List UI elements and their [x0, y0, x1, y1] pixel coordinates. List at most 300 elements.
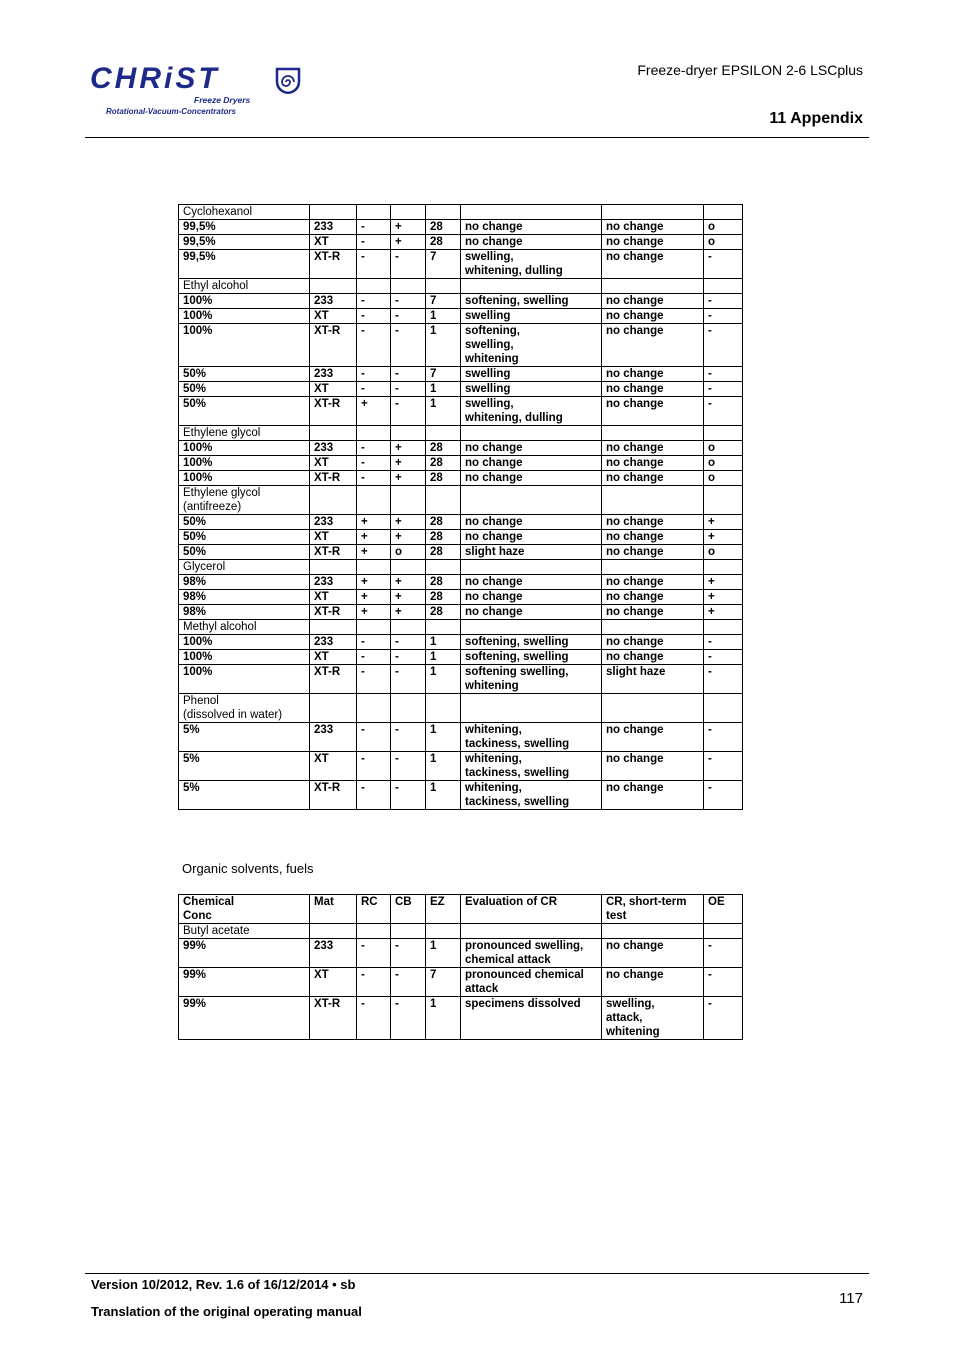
table-row: [179, 752, 743, 781]
table-cell: no change: [602, 605, 704, 620]
table-cell: 1: [426, 324, 461, 367]
table-cell: softening, swelling: [461, 635, 602, 650]
table-cell: no change: [602, 309, 704, 324]
empty-cell: [391, 205, 426, 220]
chemical-group-row: [179, 426, 743, 441]
empty-cell: [357, 486, 391, 515]
table-cell: no change: [602, 367, 704, 382]
empty-cell: [602, 924, 704, 939]
table-cell: no change: [602, 650, 704, 665]
empty-cell: [391, 924, 426, 939]
table-cell: slight haze: [461, 545, 602, 560]
table-cell: -: [357, 220, 391, 235]
table-row: [179, 723, 743, 752]
table-cell: 100%: [179, 665, 310, 694]
table-row: [179, 968, 743, 997]
table-cell: -: [391, 650, 426, 665]
table-cell: no change: [461, 456, 602, 471]
table-cell: XT: [310, 530, 357, 545]
empty-cell: [602, 620, 704, 635]
product-name: Freeze-dryer EPSILON 2-6 LSCplus: [637, 62, 863, 78]
table-cell: -: [704, 250, 743, 279]
table-cell: 100%: [179, 324, 310, 367]
empty-cell: [704, 694, 743, 723]
table-cell: softening, swelling: [461, 294, 602, 309]
table-cell: -: [357, 781, 391, 810]
section-title: 11 Appendix: [769, 110, 863, 127]
table-cell: 7: [426, 294, 461, 309]
table-cell: 1: [426, 723, 461, 752]
table-cell: o: [704, 441, 743, 456]
footer-translation-note: Translation of the original operating manual: [91, 1304, 362, 1319]
section-subheading: Organic solvents, fuels: [182, 861, 314, 876]
table-cell: 100%: [179, 471, 310, 486]
table-cell: 1: [426, 781, 461, 810]
table-cell: -: [357, 367, 391, 382]
table-cell: -: [704, 294, 743, 309]
table-cell: -: [704, 324, 743, 367]
table-cell: 233: [310, 515, 357, 530]
table-cell: 28: [426, 471, 461, 486]
table-cell: no change: [461, 590, 602, 605]
table-cell: no change: [602, 781, 704, 810]
table-cell: 50%: [179, 397, 310, 426]
table-cell: Butyl acetate: [179, 924, 310, 939]
empty-cell: [461, 924, 602, 939]
table-row: [179, 456, 743, 471]
table-cell: +: [357, 590, 391, 605]
table-cell: XT: [310, 382, 357, 397]
table-cell: 50%: [179, 545, 310, 560]
table-cell: -: [704, 635, 743, 650]
table-cell: 5%: [179, 752, 310, 781]
table-cell: no change: [602, 723, 704, 752]
table-cell: +: [391, 471, 426, 486]
table-cell: no change: [602, 968, 704, 997]
table-cell: swelling, whitening, dulling: [461, 250, 602, 279]
table-cell: XT: [310, 590, 357, 605]
table-cell: no change: [602, 441, 704, 456]
table-cell: no change: [602, 635, 704, 650]
table-row: [179, 997, 743, 1040]
table-row: [179, 324, 743, 367]
table-cell: +: [357, 575, 391, 590]
table-cell: -: [391, 781, 426, 810]
table-cell: o: [704, 545, 743, 560]
empty-cell: [461, 426, 602, 441]
empty-cell: [357, 620, 391, 635]
table-cell: swelling, attack, whitening: [602, 997, 704, 1040]
table-cell: 100%: [179, 441, 310, 456]
table-cell: Ethyl alcohol: [179, 279, 310, 294]
spiral-shield-icon: [274, 66, 302, 94]
table-cell: -: [391, 367, 426, 382]
table-cell: no change: [602, 294, 704, 309]
table-cell: 98%: [179, 590, 310, 605]
empty-cell: [461, 205, 602, 220]
table-cell: XT-R: [310, 324, 357, 367]
table-cell: 1: [426, 939, 461, 968]
table-cell: CR, short-term test: [602, 895, 704, 924]
table-cell: 5%: [179, 781, 310, 810]
table-cell: -: [357, 968, 391, 997]
table-row: [179, 665, 743, 694]
empty-cell: [310, 486, 357, 515]
table-cell: no change: [602, 397, 704, 426]
table-row: [179, 471, 743, 486]
table-cell: -: [357, 294, 391, 309]
christ-logo: [90, 62, 320, 120]
table-cell: XT-R: [310, 250, 357, 279]
table-cell: -: [357, 471, 391, 486]
page-number: 117: [839, 1290, 863, 1307]
empty-cell: [357, 924, 391, 939]
table-cell: +: [391, 235, 426, 250]
table-row: [179, 590, 743, 605]
table-cell: +: [704, 575, 743, 590]
empty-cell: [426, 924, 461, 939]
empty-cell: [704, 924, 743, 939]
table-cell: 1: [426, 382, 461, 397]
table-cell: XT: [310, 235, 357, 250]
table-cell: 50%: [179, 530, 310, 545]
table-cell: 50%: [179, 367, 310, 382]
table-cell: 7: [426, 250, 461, 279]
table-cell: -: [357, 309, 391, 324]
table-cell: -: [357, 650, 391, 665]
table-cell: swelling: [461, 309, 602, 324]
table-cell: XT-R: [310, 997, 357, 1040]
table-cell: -: [357, 723, 391, 752]
table-cell: 99,5%: [179, 220, 310, 235]
table-cell: 50%: [179, 382, 310, 397]
table-cell: 28: [426, 515, 461, 530]
table-cell: 233: [310, 367, 357, 382]
empty-cell: [357, 279, 391, 294]
table-cell: -: [704, 723, 743, 752]
resistance-table-2: [178, 894, 743, 1040]
table-cell: +: [704, 515, 743, 530]
chemical-group-row: [179, 205, 743, 220]
table-cell: -: [704, 781, 743, 810]
empty-cell: [461, 620, 602, 635]
table-cell: XT-R: [310, 665, 357, 694]
table-row: [179, 309, 743, 324]
table-cell: 7: [426, 968, 461, 997]
table-cell: -: [704, 650, 743, 665]
empty-cell: [461, 486, 602, 515]
table-row: [179, 382, 743, 397]
chemical-group-row: [179, 560, 743, 575]
table-cell: no change: [602, 752, 704, 781]
table-cell: 233: [310, 441, 357, 456]
table-cell: 233: [310, 723, 357, 752]
table-cell: slight haze: [602, 665, 704, 694]
logo-subtitle-1: Freeze Dryers: [194, 95, 251, 105]
table-cell: +: [357, 605, 391, 620]
empty-cell: [357, 205, 391, 220]
table-cell: o: [391, 545, 426, 560]
empty-cell: [704, 620, 743, 635]
table-cell: +: [357, 530, 391, 545]
table-cell: -: [704, 309, 743, 324]
table-row: [179, 441, 743, 456]
table-cell: swelling: [461, 382, 602, 397]
table-row: [179, 250, 743, 279]
table-cell: -: [704, 367, 743, 382]
table-cell: Mat: [310, 895, 357, 924]
empty-cell: [602, 279, 704, 294]
table-cell: o: [704, 471, 743, 486]
table-cell: XT-R: [310, 781, 357, 810]
table-row: [179, 235, 743, 250]
logo-wordmark: CHRiST: [90, 62, 220, 95]
table-row: [179, 605, 743, 620]
table-cell: -: [357, 939, 391, 968]
footer-rule: [85, 1273, 869, 1274]
empty-cell: [426, 426, 461, 441]
table-row: [179, 939, 743, 968]
table-cell: Chemical Conc: [179, 895, 310, 924]
empty-cell: [391, 560, 426, 575]
table-cell: 1: [426, 397, 461, 426]
table-cell: -: [357, 235, 391, 250]
table-cell: XT-R: [310, 397, 357, 426]
table-cell: swelling, whitening, dulling: [461, 397, 602, 426]
table-cell: Phenol (dissolved in water): [179, 694, 310, 723]
table-cell: no change: [602, 515, 704, 530]
table-cell: no change: [602, 471, 704, 486]
table-cell: 233: [310, 939, 357, 968]
chemical-group-row: [179, 279, 743, 294]
table-cell: +: [391, 590, 426, 605]
table-cell: 99%: [179, 939, 310, 968]
table-cell: -: [357, 635, 391, 650]
table-cell: -: [704, 752, 743, 781]
table-cell: XT: [310, 968, 357, 997]
table-cell: o: [704, 456, 743, 471]
empty-cell: [602, 426, 704, 441]
table-cell: 1: [426, 309, 461, 324]
table-cell: 100%: [179, 650, 310, 665]
table-cell: 28: [426, 220, 461, 235]
table-cell: -: [391, 968, 426, 997]
table-cell: -: [704, 939, 743, 968]
empty-cell: [426, 486, 461, 515]
table-cell: 233: [310, 575, 357, 590]
table-row: [179, 220, 743, 235]
table-cell: pronounced swelling, chemical attack: [461, 939, 602, 968]
empty-cell: [391, 486, 426, 515]
table-cell: no change: [602, 324, 704, 367]
table-cell: 28: [426, 545, 461, 560]
table-cell: no change: [461, 220, 602, 235]
table-cell: +: [391, 530, 426, 545]
empty-cell: [310, 279, 357, 294]
table-cell: 28: [426, 590, 461, 605]
table-header-row: [179, 895, 743, 924]
logo-subtitle-2: Rotational-Vacuum-Concentrators: [106, 107, 236, 116]
table-cell: no change: [461, 515, 602, 530]
table-cell: -: [391, 382, 426, 397]
table-cell: 28: [426, 235, 461, 250]
table-cell: 233: [310, 294, 357, 309]
table-cell: Ethylene glycol: [179, 426, 310, 441]
table-row: [179, 650, 743, 665]
table-cell: no change: [602, 530, 704, 545]
table-cell: 5%: [179, 723, 310, 752]
table-cell: -: [704, 968, 743, 997]
table-cell: -: [391, 324, 426, 367]
table-cell: softening, swelling, whitening: [461, 324, 602, 367]
table-cell: 100%: [179, 456, 310, 471]
table-cell: 99,5%: [179, 250, 310, 279]
table-cell: +: [357, 397, 391, 426]
table-cell: -: [357, 250, 391, 279]
empty-cell: [426, 620, 461, 635]
empty-cell: [426, 694, 461, 723]
table-cell: no change: [602, 382, 704, 397]
table-cell: Cyclohexanol: [179, 205, 310, 220]
table-cell: whitening, tackiness, swelling: [461, 723, 602, 752]
table-cell: swelling: [461, 367, 602, 382]
empty-cell: [461, 279, 602, 294]
empty-cell: [310, 924, 357, 939]
table-cell: 99%: [179, 997, 310, 1040]
header-rule: [85, 137, 869, 138]
table-cell: 100%: [179, 294, 310, 309]
table-row: [179, 545, 743, 560]
table-cell: 99,5%: [179, 235, 310, 250]
empty-cell: [602, 486, 704, 515]
table-cell: 1: [426, 752, 461, 781]
table-cell: no change: [602, 545, 704, 560]
table-cell: +: [704, 530, 743, 545]
empty-cell: [357, 426, 391, 441]
table-cell: pronounced chemical attack: [461, 968, 602, 997]
empty-cell: [310, 426, 357, 441]
table-cell: +: [704, 590, 743, 605]
empty-cell: [704, 560, 743, 575]
table-cell: 100%: [179, 635, 310, 650]
table-cell: -: [391, 723, 426, 752]
table-cell: -: [357, 456, 391, 471]
table-cell: no change: [602, 250, 704, 279]
empty-cell: [461, 560, 602, 575]
table-cell: 50%: [179, 515, 310, 530]
table-cell: 28: [426, 441, 461, 456]
table-cell: 1: [426, 635, 461, 650]
table-cell: no change: [461, 441, 602, 456]
table-cell: 7: [426, 367, 461, 382]
resistance-table-1: [178, 204, 743, 810]
table-cell: specimens dissolved: [461, 997, 602, 1040]
table-cell: Evaluation of CR: [461, 895, 602, 924]
table-cell: -: [357, 382, 391, 397]
table-cell: no change: [602, 590, 704, 605]
empty-cell: [310, 620, 357, 635]
table-cell: -: [391, 250, 426, 279]
table-cell: -: [391, 397, 426, 426]
table-cell: XT: [310, 456, 357, 471]
empty-cell: [310, 560, 357, 575]
table-cell: +: [391, 575, 426, 590]
table-cell: whitening, tackiness, swelling: [461, 781, 602, 810]
footer-version: Version 10/2012, Rev. 1.6 of 16/12/2014 • sb: [91, 1277, 356, 1292]
table-cell: -: [357, 997, 391, 1040]
table-row: [179, 781, 743, 810]
table-cell: -: [391, 939, 426, 968]
table-cell: no change: [461, 605, 602, 620]
table-cell: -: [704, 382, 743, 397]
table-cell: -: [704, 397, 743, 426]
table-cell: XT-R: [310, 605, 357, 620]
table-cell: 28: [426, 456, 461, 471]
table-row: [179, 367, 743, 382]
table-cell: -: [391, 665, 426, 694]
table-cell: 99%: [179, 968, 310, 997]
table-row: [179, 397, 743, 426]
table-cell: softening, swelling: [461, 650, 602, 665]
table-cell: Ethylene glycol (antifreeze): [179, 486, 310, 515]
table-cell: -: [357, 752, 391, 781]
empty-cell: [391, 279, 426, 294]
table-cell: +: [391, 515, 426, 530]
table-cell: +: [391, 220, 426, 235]
table-cell: XT: [310, 650, 357, 665]
empty-cell: [426, 205, 461, 220]
table-cell: o: [704, 235, 743, 250]
table-cell: 98%: [179, 575, 310, 590]
table-cell: 28: [426, 530, 461, 545]
empty-cell: [602, 694, 704, 723]
table-cell: +: [391, 441, 426, 456]
table-cell: -: [357, 665, 391, 694]
table-cell: no change: [461, 235, 602, 250]
table-cell: -: [704, 997, 743, 1040]
table-cell: 98%: [179, 605, 310, 620]
empty-cell: [602, 205, 704, 220]
table-cell: +: [357, 515, 391, 530]
table-cell: no change: [602, 220, 704, 235]
table-cell: no change: [461, 575, 602, 590]
chemical-group-row: [179, 620, 743, 635]
table-cell: softening swelling, whitening: [461, 665, 602, 694]
table-cell: +: [704, 605, 743, 620]
table-cell: 28: [426, 575, 461, 590]
table-cell: XT-R: [310, 545, 357, 560]
empty-cell: [426, 279, 461, 294]
table-cell: -: [704, 665, 743, 694]
chemical-group-row: [179, 924, 743, 939]
table-cell: EZ: [426, 895, 461, 924]
table-cell: -: [391, 309, 426, 324]
empty-cell: [391, 620, 426, 635]
table-cell: whitening, tackiness, swelling: [461, 752, 602, 781]
empty-cell: [704, 205, 743, 220]
table-cell: +: [357, 545, 391, 560]
table-cell: 1: [426, 665, 461, 694]
table-row: [179, 575, 743, 590]
table-cell: OE: [704, 895, 743, 924]
table-cell: +: [391, 605, 426, 620]
table-cell: -: [391, 997, 426, 1040]
empty-cell: [310, 205, 357, 220]
table-cell: 28: [426, 605, 461, 620]
table-cell: XT: [310, 752, 357, 781]
table-cell: Methyl alcohol: [179, 620, 310, 635]
empty-cell: [310, 694, 357, 723]
